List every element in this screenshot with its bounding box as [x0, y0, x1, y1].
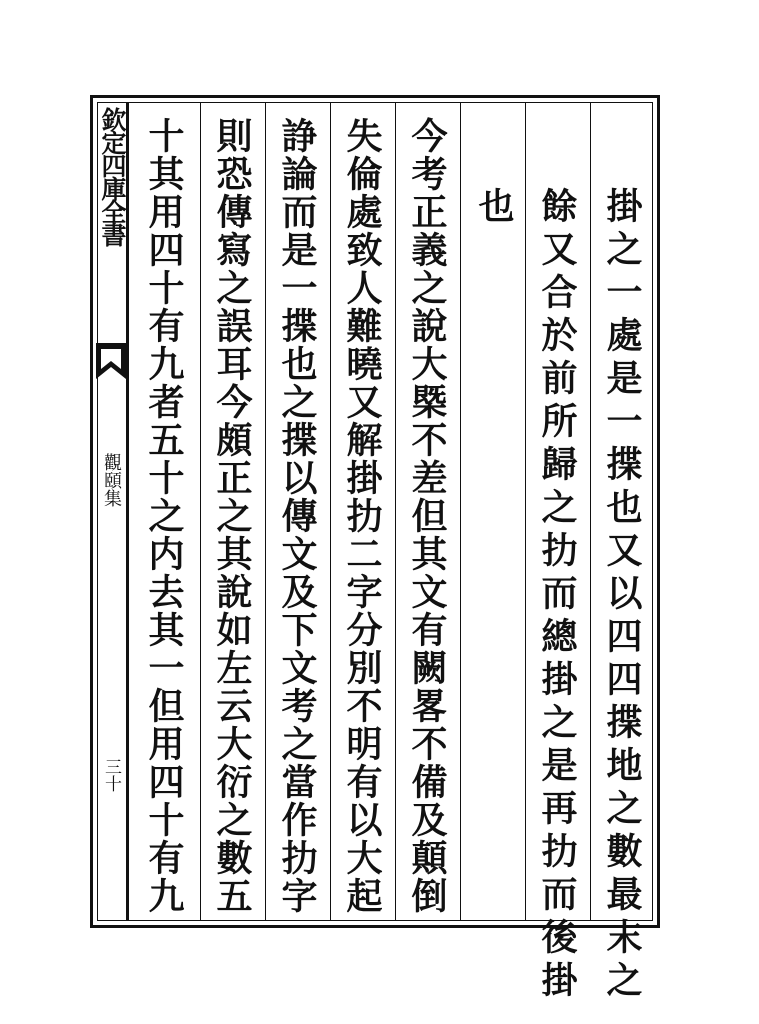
text-column: [460, 103, 526, 920]
text-column: [330, 103, 396, 920]
gutter-page-number: 三十: [101, 758, 121, 792]
column-text: 失倫處致人難曉又解掛扐二字分別不明有以大起: [341, 117, 383, 915]
column-text: 今考正義之說大槩不差但其文有闕畧不備及顛倒: [406, 117, 448, 915]
column-text: 餘又合於前所歸之扐而總掛之是再扐而後掛: [536, 187, 578, 1004]
column-text: 十其用四十有九者五十之内去其一但用四十有九: [143, 117, 185, 915]
gutter-title: 欽定四庫全書: [98, 107, 127, 245]
text-column: [128, 103, 201, 920]
text-column: [265, 103, 331, 920]
fishtail-mark-icon: [96, 343, 126, 379]
column-text: 諍論而是一揲也之揲以傳文及下文考之當作扐字: [276, 117, 318, 915]
column-text: 也: [473, 187, 515, 230]
text-column: [590, 103, 655, 1004]
text-column: [395, 103, 461, 920]
column-text: 掛之一處是一揲也又以四四揲地之數最末之: [601, 187, 643, 1004]
text-column: [525, 103, 591, 1004]
column-text: 則恐傳寫之誤耳今頗正之其說如左云大衍之數五: [211, 117, 253, 915]
gutter-book-name: 觀頤集: [101, 453, 122, 507]
text-block: [97, 102, 653, 1004]
page-frame: [90, 95, 660, 1004]
text-column: [200, 103, 266, 920]
page-gutter: [98, 103, 128, 920]
